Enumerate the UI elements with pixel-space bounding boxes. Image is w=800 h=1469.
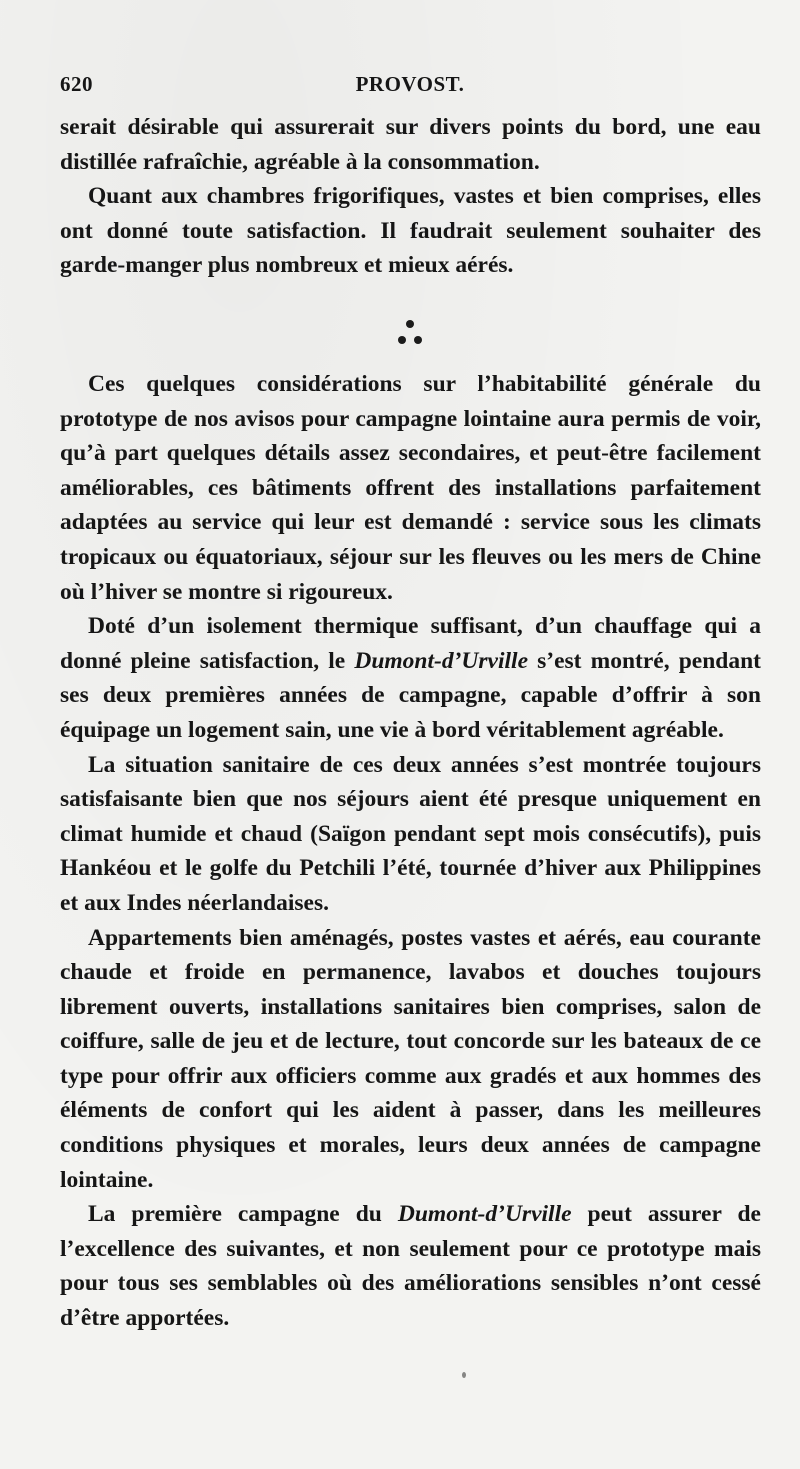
print-speck — [462, 1372, 466, 1378]
asterisk-mark — [414, 336, 422, 344]
paragraph-text: s’est montré, pendant ses deux premières années de campagne, capable d’offrir à son équipage un logement sain, une vie à bord véritablement agréable. — [60, 647, 761, 743]
paragraph — [60, 1197, 761, 1335]
text-block-top — [60, 110, 761, 283]
page-header — [60, 72, 760, 102]
paragraph: Quant aux chambres frigorifiques, vastes et bien comprises, elles ont donné toute satisfaction. Il faudrait seulement souhaiter des garde-manger plus nombreux et mieux aérés. — [60, 183, 761, 279]
paragraph-text: Doté d’un isolement thermique suffisant, d’un chauffage qui a donné pleine satisfaction, le — [60, 613, 761, 674]
asterisk-mark — [406, 320, 414, 328]
page-number: 620 — [60, 72, 93, 96]
running-title: PROVOST. — [355, 72, 465, 96]
paragraph: Appartements bien aménagés, postes vastes et aérés, eau courante chaude et froide en permanence, lavabos et douches toujours librement ouverts, installations sanitaires bien comprises, salon de coiffure, salle de jeu et de lecture, tout concorde sur les bateaux de ce type pour offrir aux officiers comme aux gradés et aux hommes des éléments de confort qui les aident à passer, dans les meilleures conditions physiques et morales, leurs deux années de campagne lointaine. — [60, 924, 761, 1193]
asterisk-mark — [398, 336, 406, 344]
paragraph-text: peut assurer de l’excellence des suivantes, et non seulement pour ce prototype mais pour tous ses semblables où des améliorations sensibles n’ont cessé d’être apportées. — [60, 1201, 761, 1332]
paragraph-text: La première campagne du — [88, 1201, 398, 1228]
ship-name: Dumont-d’Urville — [354, 647, 528, 674]
asterism-separator — [370, 308, 430, 354]
ship-name: Dumont-d’Urville — [397, 1201, 572, 1228]
paragraph: serait désirable qui assurerait sur divers points du bord, une eau distillée rafraîchie, agréable à la consommation. — [60, 114, 761, 175]
paragraph: La situation sanitaire de ces deux années s’est montrée toujours satisfaisante bien que nos séjours aient été presque uniquement en climat humide et chaud (Saïgon pendant sept mois consécutifs), puis Hankéou et le golfe du Petchili l’été, tournée d’hiver aux Philippines et aux Indes néerlandaises. — [60, 751, 761, 916]
paragraph: Ces quelques considérations sur l’habitabilité générale du prototype de nos avisos pour campagne lointaine aura permis de voir, qu’à part quelques détails assez secondaires, et peut-être facilement améliorables, ces bâtiments offrent des installations parfaitement adaptées au service qui leur est demandé : service sous les climats tropicaux ou équatoriaux, séjour sur les fleuves ou les mers de Chine où l’hiver se montre si rigoureux. — [60, 371, 761, 605]
text-block-main — [60, 367, 761, 1336]
paragraph — [60, 609, 761, 747]
